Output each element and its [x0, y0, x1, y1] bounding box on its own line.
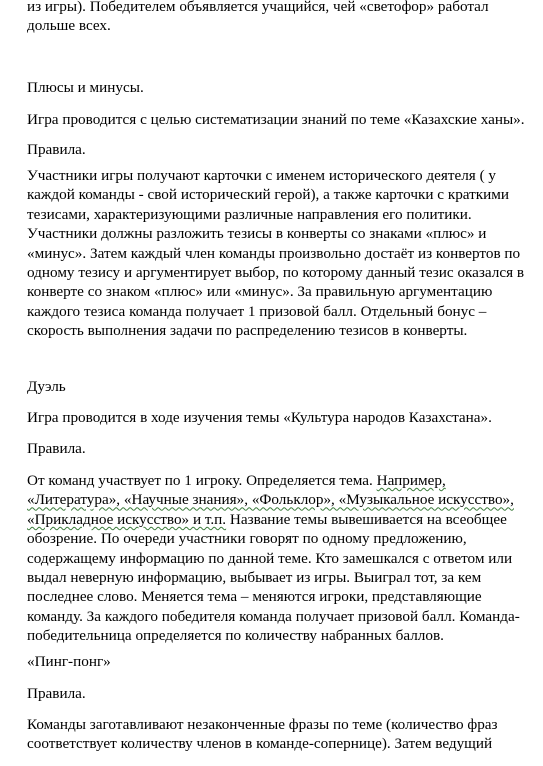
text-line: скорость выполнения задачи по распределению тезисов в конверты. [27, 322, 468, 340]
text-line: каждого тезиса команда получает 1 призовой балл. Отдельный бонус – [27, 302, 487, 320]
text-line [27, 510, 527, 529]
text-segment: От команд участвует по 1 игроку. Определяется тема. [27, 472, 377, 489]
spellcheck-underlined-text: Например, [376, 472, 446, 489]
text-line: конверте со знаком «плюс» или «минус». За правильную аргументацию [27, 283, 493, 301]
section-heading-ping-pong: «Пинг-понг» [27, 653, 111, 670]
section-purpose-plus-minus: Игра проводится с целью систематизации знаний по теме «Казахские ханы». [27, 111, 525, 128]
text-line: выдал неверную информацию, выбывает из игры. Выиграл тот, за кем [27, 569, 482, 587]
text-line: команду. За каждого победителя команда получает призовой балл. Команда- [27, 607, 520, 625]
text-line: тезисами, характеризующими различные направления его политики. [27, 205, 472, 223]
spellcheck-underlined-text: «Прикладное искусство» и т.п. [27, 510, 227, 528]
text-line: дольше всех. [27, 17, 111, 35]
text-line: Участники игры получают карточки с именем исторического деятеля ( у [27, 167, 497, 184]
text-line: содержащему информацию по данной теме. Кто замешкался с ответом или [27, 549, 513, 567]
text-line: одному тезису и аргументирует выбор, по которому данный тезис оказался в [27, 264, 525, 282]
text-line: последнее слово. Меняется тема – меняются игроки, представляющие [27, 588, 482, 606]
rules-label-ping-pong: Правила. [27, 685, 86, 702]
rules-paragraph-plus-minus [27, 166, 527, 341]
section-heading-duel: Дуэль [27, 378, 66, 395]
text-line: каждой команды - свой исторический герой), а также карточки с краткими [27, 186, 510, 204]
text-segment: Название темы вывешивается на всеобщее [226, 510, 507, 528]
rules-label-plus-minus: Правила. [27, 141, 86, 158]
intro-paragraph [27, 0, 527, 36]
rules-paragraph-ping-pong [27, 715, 527, 754]
text-line [27, 490, 527, 509]
text-line: «минус». Затем каждый член команды произвольно достаёт из конвертов по [27, 244, 521, 262]
text-line: соответствует количеству членов в команде-сопернице). Затем ведущий [27, 735, 493, 753]
section-purpose-duel: Игра проводится в ходе изучения темы «Культура народов Казахстана». [27, 409, 492, 426]
text-line: Команды заготавливают незаконченные фразы по теме (количество фраз [27, 716, 498, 733]
text-line [27, 471, 527, 490]
spellcheck-underlined-text: «Литература», «Научные знания», «Фольклор», «Музыкальное искусство», [27, 491, 514, 509]
rules-paragraph-duel [27, 471, 527, 646]
text-line: Участники должны разложить тезисы в конверты со знаками «плюс» и [27, 225, 487, 243]
text-line: из игры). Победителем объявляется учащийся, чей «светофор» работал [27, 0, 489, 15]
section-heading-plus-minus: Плюсы и минусы. [27, 79, 144, 96]
text-line: победительница определяется по количеству набранных баллов. [27, 627, 444, 645]
text-line: обозрение. По очереди участники говорят по одному предложению, [27, 530, 467, 548]
rules-label-duel: Правила. [27, 440, 86, 457]
